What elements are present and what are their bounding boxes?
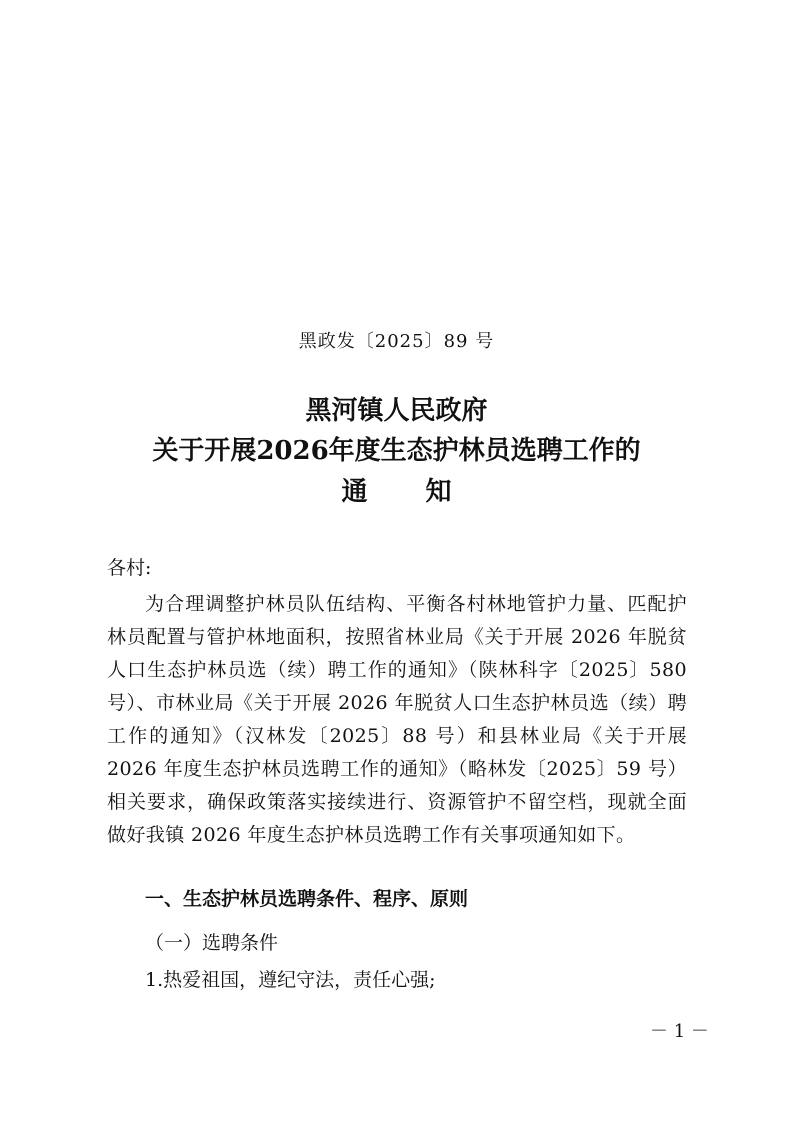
- subsection-heading: （一）选聘条件: [145, 932, 279, 954]
- salutation: 各村:: [107, 557, 152, 579]
- page-number: － 1 －: [650, 1021, 709, 1042]
- body-paragraph: 为合理调整护林员队伍结构、平衡各村林地管护力量、匹配护林员配置与管护林地面积，按照省林业局《关于开展 2026 年脱贫人口生态护林员选（续）聘工作的通知》（陕林科字〔2025〕580 号）、市林业局《关于开展 2026 年脱贫人口生态护林员选（续）聘工作的通知》（汉林发〔2025〕88 号）和县林业局《关于开展 2026 年度生态护林员选聘工作的通知》（略林发〔2025〕59 号）相关要求，确保政策落实接续进行、资源管护不留空档，现就全面做好我镇 2026 年度生态护林员选聘工作有关事项通知如下。: [107, 593, 687, 846]
- section-heading: 一、生态护林员选聘条件、程序、原则: [145, 888, 469, 910]
- title-line-3-part-b: 知: [425, 477, 452, 507]
- title-line-1: 黑河镇人民政府: [305, 396, 488, 426]
- document-number: 黑政发〔2025〕89 号: [298, 331, 495, 352]
- list-item: 1.热爱祖国，遵纪守法，责任心强;: [145, 969, 436, 991]
- title-line-3: [0, 474, 793, 510]
- title-line-2: 关于开展2026年度生态护林员选聘工作的: [152, 436, 641, 466]
- title-line-3-part-a: 通: [341, 477, 368, 507]
